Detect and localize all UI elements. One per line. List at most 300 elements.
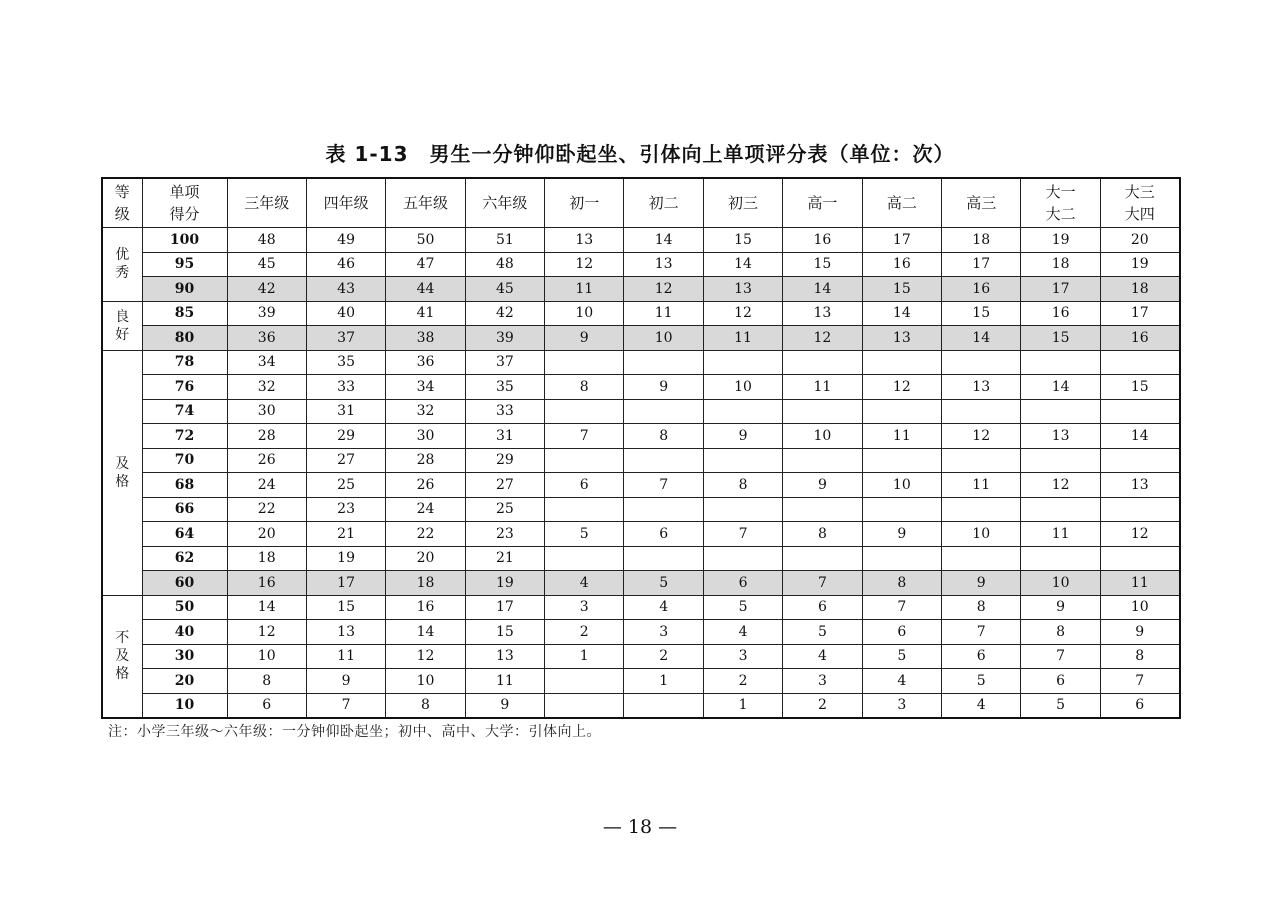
value-cell: 21 — [306, 522, 385, 547]
value-cell: 37 — [306, 326, 385, 351]
table-row — [102, 252, 1180, 277]
score-cell: 30 — [142, 644, 227, 669]
column-header — [306, 178, 385, 228]
value-cell: 6 — [545, 473, 624, 498]
value-cell: 16 — [783, 228, 862, 253]
grade-label-char: 及 — [115, 455, 130, 472]
value-cell: 20 — [1100, 228, 1179, 253]
value-cell: 15 — [1100, 375, 1179, 400]
value-cell: 5 — [624, 571, 703, 596]
table-row — [102, 228, 1180, 253]
value-cell: 10 — [1100, 595, 1179, 620]
value-cell: 4 — [862, 669, 941, 694]
value-cell — [862, 546, 941, 571]
value-cell: 10 — [1021, 571, 1100, 596]
value-cell: 14 — [942, 326, 1021, 351]
value-cell: 9 — [624, 375, 703, 400]
column-header — [862, 178, 941, 228]
score-cell: 100 — [142, 228, 227, 253]
value-cell: 15 — [783, 252, 862, 277]
column-header-text: 高一 — [807, 194, 838, 212]
value-cell: 4 — [624, 595, 703, 620]
table-row — [102, 693, 1180, 718]
column-header-text: 高三 — [966, 194, 997, 212]
value-cell: 2 — [545, 620, 624, 645]
value-cell: 34 — [227, 350, 306, 375]
value-cell: 7 — [545, 424, 624, 449]
value-cell — [624, 693, 703, 718]
grade-label-char: 优 — [115, 247, 130, 264]
value-cell: 9 — [862, 522, 941, 547]
value-cell: 22 — [386, 522, 465, 547]
column-header — [386, 178, 465, 228]
grade-cell — [102, 228, 142, 302]
value-cell: 3 — [545, 595, 624, 620]
value-cell: 9 — [942, 571, 1021, 596]
score-cell: 20 — [142, 669, 227, 694]
value-cell: 4 — [703, 620, 782, 645]
table-title: 表 1-13 男生一分钟仰卧起坐、引体向上单项评分表（单位：次） — [325, 142, 955, 166]
value-cell: 13 — [1100, 473, 1179, 498]
table-row — [102, 375, 1180, 400]
table-row — [102, 522, 1180, 547]
value-cell: 9 — [545, 326, 624, 351]
value-cell — [624, 546, 703, 571]
column-header — [783, 178, 862, 228]
value-cell: 15 — [703, 228, 782, 253]
value-cell: 2 — [703, 669, 782, 694]
value-cell: 16 — [862, 252, 941, 277]
value-cell: 47 — [386, 252, 465, 277]
value-cell: 46 — [306, 252, 385, 277]
value-cell: 19 — [1100, 252, 1179, 277]
value-cell: 26 — [386, 473, 465, 498]
value-cell: 8 — [386, 693, 465, 718]
value-cell — [1100, 448, 1179, 473]
value-cell: 17 — [465, 595, 544, 620]
column-header-text: 大三 — [1124, 183, 1155, 201]
value-cell — [1021, 497, 1100, 522]
value-cell: 13 — [783, 301, 862, 326]
value-cell: 32 — [227, 375, 306, 400]
value-cell: 25 — [465, 497, 544, 522]
value-cell: 12 — [1021, 473, 1100, 498]
value-cell: 2 — [624, 644, 703, 669]
value-cell: 5 — [1021, 693, 1100, 718]
value-cell — [1021, 448, 1100, 473]
value-cell: 8 — [1100, 644, 1179, 669]
column-header — [142, 178, 227, 228]
value-cell: 18 — [386, 571, 465, 596]
value-cell: 11 — [306, 644, 385, 669]
value-cell: 24 — [227, 473, 306, 498]
column-header — [942, 178, 1021, 228]
grade-label-char: 良 — [115, 308, 130, 325]
value-cell: 36 — [386, 350, 465, 375]
score-cell: 64 — [142, 522, 227, 547]
value-cell: 16 — [227, 571, 306, 596]
value-cell: 50 — [386, 228, 465, 253]
value-cell: 15 — [942, 301, 1021, 326]
value-cell — [1100, 497, 1179, 522]
page-number: — 18 — — [602, 816, 678, 838]
value-cell: 11 — [465, 669, 544, 694]
value-cell — [545, 497, 624, 522]
value-cell — [624, 448, 703, 473]
grade-cell — [102, 301, 142, 350]
score-cell: 68 — [142, 473, 227, 498]
value-cell: 13 — [624, 252, 703, 277]
column-header-text: 高二 — [886, 194, 917, 212]
value-cell: 11 — [1100, 571, 1179, 596]
value-cell — [703, 546, 782, 571]
column-header — [703, 178, 782, 228]
value-cell: 37 — [465, 350, 544, 375]
value-cell: 13 — [465, 644, 544, 669]
column-header — [545, 178, 624, 228]
value-cell — [783, 546, 862, 571]
value-cell: 10 — [624, 326, 703, 351]
value-cell — [703, 399, 782, 424]
value-cell: 14 — [624, 228, 703, 253]
value-cell: 10 — [942, 522, 1021, 547]
table-row — [102, 497, 1180, 522]
value-cell: 13 — [1021, 424, 1100, 449]
value-cell: 9 — [1100, 620, 1179, 645]
score-cell: 40 — [142, 620, 227, 645]
value-cell — [624, 350, 703, 375]
value-cell: 6 — [703, 571, 782, 596]
score-cell: 60 — [142, 571, 227, 596]
value-cell: 1 — [703, 693, 782, 718]
value-cell — [862, 448, 941, 473]
table-row — [102, 448, 1180, 473]
value-cell: 29 — [306, 424, 385, 449]
score-cell: 66 — [142, 497, 227, 522]
score-cell: 95 — [142, 252, 227, 277]
value-cell: 8 — [862, 571, 941, 596]
value-cell: 30 — [386, 424, 465, 449]
value-cell: 43 — [306, 277, 385, 302]
value-cell: 9 — [783, 473, 862, 498]
table-row — [102, 473, 1180, 498]
value-cell: 8 — [1021, 620, 1100, 645]
value-cell: 28 — [227, 424, 306, 449]
value-cell — [545, 448, 624, 473]
column-header — [1100, 178, 1179, 228]
value-cell: 13 — [545, 228, 624, 253]
value-cell: 10 — [862, 473, 941, 498]
score-cell: 78 — [142, 350, 227, 375]
grade-label-char: 格 — [115, 473, 130, 490]
value-cell: 7 — [703, 522, 782, 547]
column-header-text: 大四 — [1124, 205, 1155, 223]
value-cell: 20 — [227, 522, 306, 547]
scoring-table — [101, 177, 1181, 719]
value-cell: 7 — [942, 620, 1021, 645]
value-cell — [703, 350, 782, 375]
value-cell: 3 — [783, 669, 862, 694]
value-cell: 17 — [1021, 277, 1100, 302]
value-cell: 35 — [306, 350, 385, 375]
value-cell: 39 — [227, 301, 306, 326]
value-cell: 18 — [1021, 252, 1100, 277]
value-cell: 36 — [227, 326, 306, 351]
value-cell: 5 — [545, 522, 624, 547]
value-cell: 7 — [624, 473, 703, 498]
score-cell: 50 — [142, 595, 227, 620]
value-cell: 6 — [624, 522, 703, 547]
value-cell: 34 — [386, 375, 465, 400]
value-cell: 7 — [1021, 644, 1100, 669]
header-row — [102, 178, 1180, 228]
table-body — [102, 228, 1180, 719]
value-cell: 33 — [306, 375, 385, 400]
value-cell: 14 — [1100, 424, 1179, 449]
column-header-text: 四年级 — [323, 194, 369, 212]
table-row — [102, 571, 1180, 596]
grade-cell — [102, 595, 142, 718]
value-cell: 12 — [942, 424, 1021, 449]
value-cell: 5 — [783, 620, 862, 645]
value-cell: 14 — [862, 301, 941, 326]
value-cell: 6 — [862, 620, 941, 645]
value-cell: 5 — [703, 595, 782, 620]
value-cell: 2 — [783, 693, 862, 718]
column-header-text: 等 — [114, 183, 130, 201]
column-header-text: 大一 — [1045, 183, 1076, 201]
value-cell: 11 — [783, 375, 862, 400]
value-cell — [545, 693, 624, 718]
grade-label-char: 秀 — [115, 265, 130, 282]
value-cell — [783, 448, 862, 473]
value-cell: 19 — [306, 546, 385, 571]
value-cell — [942, 350, 1021, 375]
column-header-text: 六年级 — [482, 194, 528, 212]
value-cell: 13 — [703, 277, 782, 302]
table-row — [102, 277, 1180, 302]
value-cell: 40 — [306, 301, 385, 326]
value-cell: 41 — [386, 301, 465, 326]
table-header — [102, 178, 1180, 228]
value-cell: 8 — [703, 473, 782, 498]
value-cell: 10 — [227, 644, 306, 669]
table-footnote: 注：小学三年级～六年级：一分钟仰卧起坐；初中、高中、大学：引体向上。 — [108, 724, 601, 740]
value-cell — [862, 497, 941, 522]
value-cell: 14 — [386, 620, 465, 645]
column-header — [227, 178, 306, 228]
column-header-text: 级 — [114, 205, 130, 223]
value-cell: 7 — [306, 693, 385, 718]
value-cell: 45 — [465, 277, 544, 302]
score-cell: 74 — [142, 399, 227, 424]
value-cell: 25 — [306, 473, 385, 498]
table-row — [102, 669, 1180, 694]
score-cell: 10 — [142, 693, 227, 718]
value-cell: 5 — [942, 669, 1021, 694]
value-cell — [545, 546, 624, 571]
value-cell — [1021, 350, 1100, 375]
value-cell: 6 — [227, 693, 306, 718]
value-cell: 10 — [545, 301, 624, 326]
value-cell: 11 — [1021, 522, 1100, 547]
grade-cell — [102, 350, 142, 595]
value-cell — [1100, 546, 1179, 571]
value-cell: 13 — [862, 326, 941, 351]
value-cell: 23 — [465, 522, 544, 547]
value-cell: 3 — [703, 644, 782, 669]
value-cell: 15 — [465, 620, 544, 645]
value-cell — [545, 350, 624, 375]
value-cell: 33 — [465, 399, 544, 424]
value-cell: 19 — [1021, 228, 1100, 253]
value-cell: 32 — [386, 399, 465, 424]
table-row — [102, 301, 1180, 326]
value-cell: 38 — [386, 326, 465, 351]
value-cell: 6 — [1100, 693, 1179, 718]
value-cell: 17 — [1100, 301, 1179, 326]
table-row — [102, 644, 1180, 669]
value-cell: 8 — [783, 522, 862, 547]
value-cell: 5 — [862, 644, 941, 669]
value-cell — [862, 350, 941, 375]
value-cell: 16 — [1021, 301, 1100, 326]
value-cell: 8 — [624, 424, 703, 449]
value-cell: 42 — [465, 301, 544, 326]
value-cell: 1 — [624, 669, 703, 694]
value-cell — [783, 350, 862, 375]
value-cell — [783, 497, 862, 522]
value-cell: 14 — [227, 595, 306, 620]
value-cell: 12 — [703, 301, 782, 326]
value-cell: 4 — [545, 571, 624, 596]
column-header-text: 初一 — [569, 194, 600, 212]
value-cell — [703, 497, 782, 522]
value-cell: 24 — [386, 497, 465, 522]
column-header — [102, 178, 142, 228]
value-cell: 8 — [545, 375, 624, 400]
table-row — [102, 399, 1180, 424]
value-cell: 7 — [1100, 669, 1179, 694]
value-cell: 12 — [862, 375, 941, 400]
value-cell: 7 — [862, 595, 941, 620]
value-cell — [862, 399, 941, 424]
column-header-text: 大二 — [1045, 205, 1076, 223]
value-cell — [1021, 399, 1100, 424]
value-cell: 15 — [862, 277, 941, 302]
value-cell: 16 — [386, 595, 465, 620]
grade-label-char: 好 — [115, 326, 130, 343]
value-cell: 11 — [545, 277, 624, 302]
value-cell: 14 — [703, 252, 782, 277]
value-cell: 16 — [1100, 326, 1179, 351]
value-cell: 45 — [227, 252, 306, 277]
value-cell — [624, 497, 703, 522]
value-cell: 1 — [545, 644, 624, 669]
value-cell — [942, 497, 1021, 522]
value-cell: 13 — [306, 620, 385, 645]
value-cell: 11 — [942, 473, 1021, 498]
table-row — [102, 595, 1180, 620]
column-header-text: 得分 — [169, 205, 200, 223]
value-cell: 14 — [783, 277, 862, 302]
grade-label-char: 不 — [115, 630, 130, 647]
table-row — [102, 546, 1180, 571]
value-cell: 7 — [783, 571, 862, 596]
value-cell: 44 — [386, 277, 465, 302]
value-cell: 28 — [386, 448, 465, 473]
value-cell: 15 — [306, 595, 385, 620]
value-cell: 17 — [862, 228, 941, 253]
column-header-text: 初二 — [648, 194, 679, 212]
value-cell: 6 — [783, 595, 862, 620]
value-cell: 9 — [703, 424, 782, 449]
value-cell: 14 — [1021, 375, 1100, 400]
value-cell: 30 — [227, 399, 306, 424]
score-cell: 72 — [142, 424, 227, 449]
value-cell: 48 — [227, 228, 306, 253]
value-cell: 21 — [465, 546, 544, 571]
score-cell: 76 — [142, 375, 227, 400]
value-cell — [1021, 546, 1100, 571]
value-cell: 12 — [624, 277, 703, 302]
value-cell: 48 — [465, 252, 544, 277]
value-cell: 42 — [227, 277, 306, 302]
value-cell: 18 — [942, 228, 1021, 253]
value-cell: 6 — [942, 644, 1021, 669]
value-cell: 10 — [703, 375, 782, 400]
value-cell: 18 — [227, 546, 306, 571]
value-cell: 23 — [306, 497, 385, 522]
table-row — [102, 424, 1180, 449]
value-cell: 12 — [227, 620, 306, 645]
value-cell: 12 — [783, 326, 862, 351]
grade-label-char: 格 — [115, 666, 130, 683]
value-cell: 18 — [1100, 277, 1179, 302]
column-header — [1021, 178, 1100, 228]
column-header — [465, 178, 544, 228]
value-cell: 51 — [465, 228, 544, 253]
value-cell — [703, 448, 782, 473]
value-cell — [624, 399, 703, 424]
score-cell: 85 — [142, 301, 227, 326]
value-cell: 3 — [624, 620, 703, 645]
value-cell — [545, 399, 624, 424]
score-cell: 80 — [142, 326, 227, 351]
value-cell: 3 — [862, 693, 941, 718]
value-cell: 22 — [227, 497, 306, 522]
value-cell — [545, 669, 624, 694]
value-cell: 10 — [386, 669, 465, 694]
value-cell: 13 — [942, 375, 1021, 400]
value-cell: 8 — [227, 669, 306, 694]
value-cell — [942, 546, 1021, 571]
value-cell: 11 — [624, 301, 703, 326]
value-cell: 20 — [386, 546, 465, 571]
value-cell: 12 — [545, 252, 624, 277]
value-cell: 19 — [465, 571, 544, 596]
column-header — [624, 178, 703, 228]
value-cell: 11 — [703, 326, 782, 351]
value-cell: 10 — [783, 424, 862, 449]
value-cell: 39 — [465, 326, 544, 351]
value-cell: 9 — [1021, 595, 1100, 620]
value-cell: 9 — [465, 693, 544, 718]
value-cell: 11 — [862, 424, 941, 449]
column-header-text: 单项 — [169, 183, 200, 201]
value-cell — [942, 399, 1021, 424]
value-cell — [783, 399, 862, 424]
